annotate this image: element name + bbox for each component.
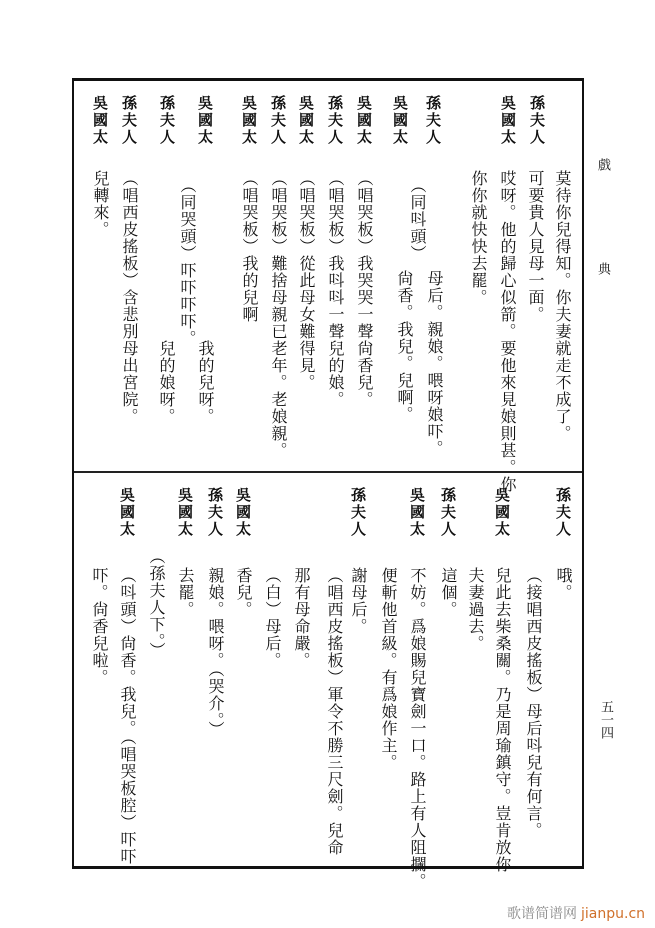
page-number: 五一四	[598, 700, 613, 739]
dialogue-line: 香兒。	[234, 567, 253, 618]
dialogue-line: 哎呀。他的歸心似箭。要他來見娘則甚。你	[498, 170, 517, 493]
speaker-name: 孫夫人	[349, 487, 367, 538]
dialogue-line: （呌頭）尙香。我兒。（唱哭板腔）吓吓	[118, 567, 137, 865]
speaker-name: 吳國太	[499, 95, 517, 146]
speaker-name: 孫夫人	[528, 95, 546, 146]
dialogue-line: 夫妻過去。	[466, 567, 485, 652]
speaker-name: 吳國太	[196, 95, 214, 146]
speaker-name: 孫夫人	[269, 95, 287, 146]
dialogue-line: 謝母后。	[349, 567, 368, 635]
dialogue-line: （孫夫人下。）	[147, 548, 166, 659]
dialogue-line: 你你就快快去罷。	[469, 170, 488, 306]
dialogue-line: 母后。親娘。喂呀娘吓。	[425, 270, 444, 457]
dialogue-line: （唱哭板）我哭哭一聲尙香兒。	[355, 170, 374, 408]
speaker-name: 孫夫人	[326, 95, 344, 146]
speaker-name: 孫夫人	[554, 487, 572, 538]
dialogue-line: 不妨。爲娘賜兒寶劍一口。路上有人阻攔。	[408, 567, 427, 890]
dialogue-line: （唱西皮搖板）含悲別母出宮院。	[120, 170, 139, 425]
dialogue-line: 莫待你兒得知。你夫妻就走不成了。	[553, 170, 572, 442]
dialogue-line: 尙香。我兒。兒啊。	[395, 270, 414, 423]
speaker-name: 吳國太	[91, 95, 109, 146]
speaker-name: 吳國太	[118, 487, 136, 538]
dialogue-line: 兒轉來。	[91, 170, 110, 238]
dialogue-line: 吓。尙香兒啦。	[90, 567, 109, 686]
dialogue-line: 那有母命嚴。	[292, 567, 311, 669]
dialogue-line: （同哭頭）吓吓吓吓。	[178, 177, 197, 347]
speaker-name: 吳國太	[355, 95, 373, 146]
speaker-name: 吳國太	[297, 95, 315, 146]
dialogue-line: 兒此去柴桑關。乃是周瑜鎮守。豈肯放你	[493, 567, 512, 873]
speaker-name: 孫夫人	[206, 487, 224, 538]
speaker-name: 吳國太	[493, 487, 511, 538]
dialogue-line: （唱哭板）從此母女難得見。	[297, 170, 316, 391]
watermark	[507, 903, 645, 923]
speaker-name: 吳國太	[408, 487, 426, 538]
dialogue-line: （唱西皮搖板）軍令不勝三尺劍。兒命	[325, 567, 344, 856]
dialogue-line: 哦。	[554, 567, 573, 601]
speaker-name: 吳國太	[234, 487, 252, 538]
speaker-name: 孫夫人	[424, 95, 442, 146]
speaker-name: 吳國太	[176, 487, 194, 538]
dialogue-line: 兒的娘呀。	[157, 340, 176, 425]
speaker-name: 吳國太	[391, 95, 409, 146]
dialogue-line: （白）母后。	[263, 567, 282, 669]
dialogue-line: （唱哭板）我呌呌一聲兒的娘。	[326, 170, 345, 408]
margin-title-char-1: 戲	[595, 158, 610, 171]
dialogue-line: 這個。	[439, 567, 458, 618]
dialogue-line: 我的兒呀。	[196, 340, 215, 425]
dialogue-line: （唱哭板）難捨母親已老年。老娘親。	[269, 170, 288, 459]
dialogue-line: 可要貴人見母一面。	[526, 170, 545, 323]
watermark-url: jianpu.cn	[581, 906, 646, 922]
margin-title-char-2: 典	[595, 262, 610, 275]
speaker-name: 孫夫人	[120, 95, 138, 146]
speaker-name: 孫夫人	[439, 487, 457, 538]
speaker-name: 吳國太	[240, 95, 258, 146]
speaker-name: 孫夫人	[158, 95, 176, 146]
dialogue-line: （同呌頭）	[408, 177, 427, 262]
watermark-site-name: 歌谱简谱网	[507, 906, 577, 922]
dialogue-line: 親娘。喂呀。（哭介。）	[206, 567, 225, 738]
dialogue-line: 去罷。	[176, 567, 195, 618]
dialogue-line: 便斬他首級。有爲娘作主。	[379, 567, 398, 771]
dialogue-line: （唱哭板）我的兒啊	[240, 170, 259, 323]
dialogue-line: （接唱西皮搖板）母后呌兒有何言。	[524, 567, 543, 839]
